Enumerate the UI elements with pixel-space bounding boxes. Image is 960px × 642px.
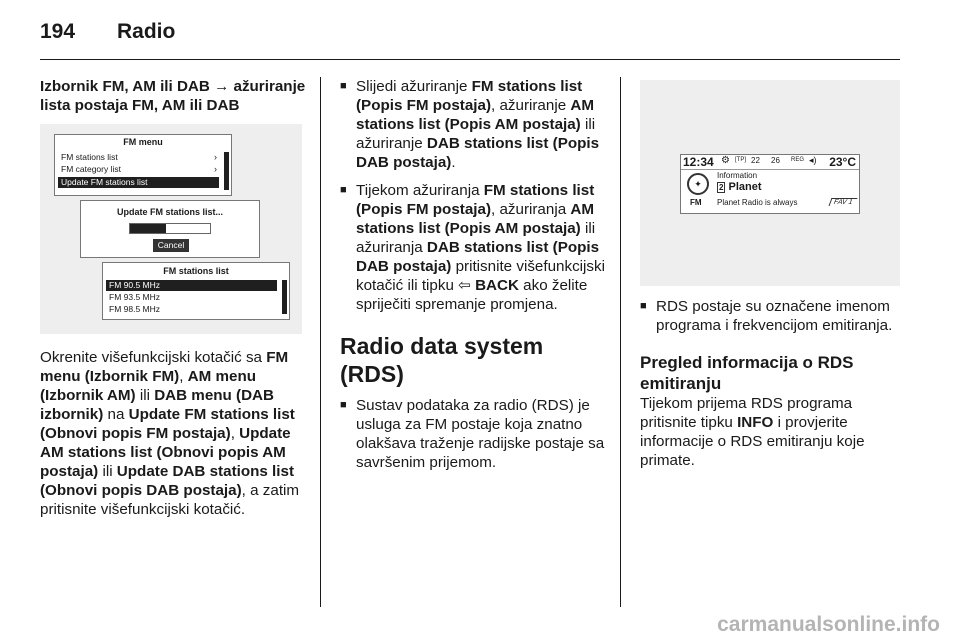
antenna-icon: ✦: [687, 173, 709, 195]
radiotext: Planet Radio is always: [717, 198, 798, 207]
left-heading-line-2: lista postaja FM, AM ili DAB: [40, 97, 240, 114]
tp-indicator: [TP]: [735, 157, 747, 163]
temp-small-1: 22: [751, 156, 760, 165]
text-run: Slijedi ažuriranje: [356, 78, 472, 95]
text-run: ili ažuriranja: [356, 220, 596, 256]
update-progress-bar: [129, 223, 211, 234]
bold-term: DAB stations list (Popis DAB postaja): [356, 239, 600, 275]
bullet-rds-stations: ■ RDS postaje su označene imenom programa i frekvencijom emitiranja.: [640, 297, 902, 335]
stations-list-scrollbar: [282, 280, 287, 314]
speaker-icon: ◂): [809, 155, 817, 165]
page-title: Radio: [117, 20, 176, 43]
right-column: [640, 297, 902, 470]
fm-stations-list-title: FM stations list: [163, 266, 229, 276]
clock: 12:34: [683, 155, 714, 169]
text-run: na: [103, 406, 129, 423]
bold-term: Update AM stations list (Obnovi popis AM postaja): [40, 425, 291, 480]
fav-tab: FAV 1: [829, 198, 857, 206]
info-label: Information: [717, 171, 758, 180]
bold-term: FM menu (Izbornik FM): [40, 349, 289, 385]
section-heading-rds: Radio data system (RDS): [340, 333, 544, 387]
status-bar: [681, 155, 859, 170]
cancel-button: Cancel: [153, 239, 189, 252]
text-run: Okrenite višefunkcijski kotačić sa: [40, 349, 267, 366]
bold-term: DAB menu (DAB izbornik): [40, 387, 274, 423]
fm-menu-item-label: FM stations list: [61, 152, 118, 162]
bold-term: DAB stations list (Popis DAB postaja): [356, 135, 600, 171]
chevron-right-icon: ›: [214, 152, 217, 162]
left-paragraph-text: [40, 348, 306, 519]
text-run: pritisnite višefunkcijski kotačić ili tipku ⇦: [356, 258, 605, 294]
bold-term: BACK: [475, 277, 519, 294]
watermark: carmanualsonline.info: [717, 613, 940, 636]
band-label: FM: [690, 198, 702, 207]
left-paragraph: [40, 348, 306, 519]
bullet-update-follows: [340, 77, 610, 172]
update-progress-fill: [130, 224, 166, 233]
bullet-during-update: [340, 181, 610, 314]
preset-icon: 2: [719, 183, 724, 192]
update-dialog-title: Update FM stations list...: [116, 207, 223, 217]
text-run: ili: [135, 387, 155, 404]
header-rule: [40, 59, 900, 60]
left-heading: [40, 77, 306, 115]
fm-menu-item-label: FM category list: [61, 164, 121, 174]
fm-menu-title: FM menu: [123, 137, 163, 147]
temp-small-2: 26: [771, 156, 780, 165]
text-run: Tijekom ažuriranja: [356, 182, 484, 199]
text-run: , ažuriranje: [491, 97, 571, 114]
bold-term: FM stations list (Popis FM postaja): [356, 78, 583, 114]
right-paragraph: [640, 394, 902, 470]
subheading-rds-info: Pregled informacija o RDS emitiranju: [640, 353, 854, 393]
rds-display-screen: [680, 154, 860, 214]
bold-term: Update FM stations list (Obnovi popis FM postaja): [40, 406, 295, 442]
fm-menu-item: [58, 152, 219, 163]
text-run: ,: [179, 368, 188, 385]
middle-column: [340, 77, 610, 472]
text-run: Tijekom prijema RDS programa pritisnite tipku: [640, 395, 853, 431]
chevron-right-icon: ›: [214, 164, 217, 174]
left-heading-line-1: Izbornik FM, AM ili DAB → ažuriranje: [40, 78, 306, 95]
fm-menu-scrollbar: [224, 152, 229, 190]
column-divider-left: [320, 77, 321, 607]
fm-stations-list-box: [102, 262, 290, 320]
fm-menu-item-label: Update FM stations list: [61, 177, 148, 187]
bold-term: INFO: [737, 414, 774, 431]
fm-menu-item-selected: [58, 177, 219, 188]
reg-indicator: REG: [791, 157, 805, 163]
fm-menu-item: [58, 164, 219, 175]
fm-menu-box: [54, 134, 232, 196]
text-run: ili: [98, 463, 117, 480]
bullet-rds-service: ■ Sustav podataka za radio (RDS) je usluga za FM postaje koja znatno olakšava traženje radijske postaje sa savršenim prijemom.: [340, 396, 610, 472]
text-run: , a zatim pritisnite višefunkcijski kotačić.: [40, 482, 300, 518]
fm-update-figure: [40, 124, 302, 334]
update-dialog-box: [80, 200, 260, 258]
bold-term: FM stations list (Popis FM postaja): [356, 182, 595, 218]
bold-term: Update DAB stations list (Obnovi popis DAB postaja): [40, 463, 295, 499]
text-run: ili ažuriranje: [356, 116, 596, 152]
station-row-selected: FM 90.5 MHz: [106, 280, 277, 291]
page-number: 194: [40, 20, 76, 43]
rds-display-figure: [640, 80, 900, 286]
column-divider-right: [620, 77, 621, 607]
station-row: FM 93.5 MHz: [109, 292, 161, 302]
left-column: [40, 77, 306, 115]
text-run: ako želite spriječiti spremanje promjena.: [356, 277, 588, 313]
rds-station-name: [717, 181, 762, 193]
text-run: i provjerite informacije o RDS emitiranju koje primate.: [640, 414, 865, 469]
temperature: 23°C: [829, 155, 856, 169]
text-run: .: [451, 154, 456, 171]
station-row: FM 98.5 MHz: [109, 304, 161, 314]
bold-term: AM stations list (Popis AM postaja): [356, 97, 594, 133]
station-name-text: Planet: [728, 181, 762, 193]
text-run: , ažuriranja: [491, 201, 571, 218]
settings-icon: ⚙: [721, 155, 730, 166]
text-run: ,: [230, 425, 240, 442]
bold-term: AM menu (Izbornik AM): [40, 368, 257, 404]
bold-term: AM stations list (Popis AM postaja): [356, 201, 594, 237]
